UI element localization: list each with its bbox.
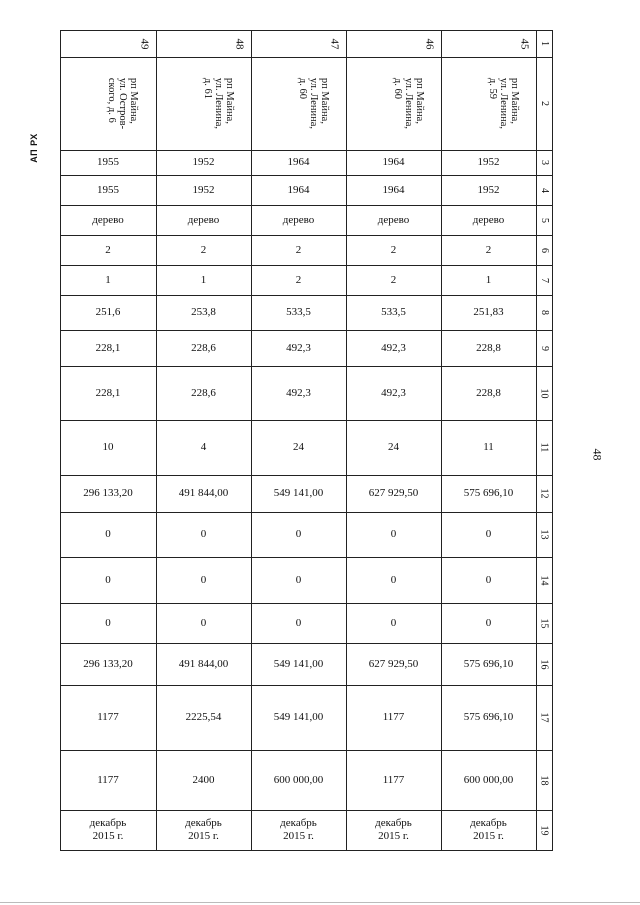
value-cell: 533,5 (286, 306, 311, 318)
column-number-cell (536, 366, 552, 420)
record-number-cell (346, 30, 441, 57)
column-number-text: 12 (538, 488, 550, 499)
column-number-cell (536, 603, 552, 643)
value-cell: 1952 (192, 156, 215, 168)
value-cell: 1177 (97, 711, 119, 723)
value-cell: 492,3 (286, 386, 311, 399)
address-cell (346, 57, 441, 150)
address-text: рп Майна, ул. Ленина, д. 60 (296, 77, 330, 130)
column-number-cell (536, 685, 552, 750)
record-number-text: 48 (233, 38, 246, 49)
column-number-text: 19 (538, 825, 550, 835)
value-cell: 492,3 (381, 341, 406, 354)
column-number-cell (536, 512, 552, 557)
value-cell: 251,83 (473, 306, 504, 318)
value-cell: 600 000,00 (273, 773, 324, 786)
value-cell: 1 (200, 273, 207, 286)
value-cell: 228,8 (476, 386, 501, 399)
value-cell: 492,3 (286, 341, 311, 354)
column-number-cell (536, 557, 552, 603)
address-cell (441, 57, 536, 150)
value-cell: 1964 (382, 156, 405, 168)
record-number-cell (251, 30, 346, 57)
column-number-cell (536, 750, 552, 810)
page-number-text: 48 (590, 448, 605, 460)
address-text: рп Майна, ул. Ленина, д. 60 (391, 77, 425, 130)
value-cell: 0 (295, 616, 302, 629)
value-cell: 0 (295, 573, 302, 586)
column-number-text: 13 (538, 529, 550, 540)
value-cell: 0 (485, 528, 492, 540)
value-cell: 296 133,20 (83, 487, 133, 499)
value-cell: дерево (472, 213, 505, 226)
column-number-text: 7 (538, 277, 550, 283)
value-cell: 2 (485, 243, 492, 256)
value-cell: 228,1 (95, 341, 121, 354)
value-cell: 549 141,00 (273, 657, 324, 670)
value-cell: 1952 (192, 183, 215, 196)
value-cell: 296 133,20 (83, 657, 133, 670)
value-cell: 10 (102, 441, 114, 453)
value-cell: 228,6 (191, 386, 216, 399)
value-cell: 575 696,10 (463, 487, 514, 499)
column-number-cell (536, 295, 552, 330)
value-cell: 0 (105, 573, 111, 586)
value-cell: дерево (92, 213, 124, 226)
column-number-cell (536, 420, 552, 475)
address-cell (156, 57, 251, 150)
value-cell: 533,5 (381, 306, 406, 318)
column-number-text: 9 (538, 345, 550, 351)
column-number-cell (536, 643, 552, 685)
value-cell: 1964 (287, 183, 310, 196)
value-cell: 0 (200, 616, 207, 629)
value-cell: 1955 (97, 183, 119, 196)
value-cell: 0 (390, 528, 397, 540)
value-cell: 228,8 (476, 341, 501, 354)
column-number-cell (536, 30, 552, 57)
address-cell (251, 57, 346, 150)
value-cell: 492,3 (381, 386, 406, 399)
record-number-cell (60, 30, 156, 57)
value-cell: 1 (105, 273, 111, 286)
column-number-cell (536, 150, 552, 175)
address-text: рп Майна, ул. Ленина, д. 59 (486, 77, 520, 130)
value-cell: 0 (200, 528, 207, 540)
value-cell: 491 844,00 (178, 657, 229, 670)
address-text: рп Майна, ул. Остров- ского, д. 6 (106, 77, 140, 130)
value-cell: дерево (282, 213, 315, 226)
value-cell: 1 (485, 273, 492, 286)
value-cell: 627 929,50 (368, 487, 419, 499)
value-cell: 0 (390, 573, 397, 586)
value-cell: дерево (377, 213, 410, 226)
value-cell: 627 929,50 (368, 657, 419, 670)
value-cell: 2 (200, 243, 207, 256)
column-number-text: 4 (538, 187, 550, 193)
table-vertical-rule (552, 30, 553, 851)
value-cell: 2 (295, 243, 302, 256)
value-cell: 24 (388, 441, 399, 453)
value-cell: 11 (483, 441, 494, 453)
value-cell: 0 (485, 573, 492, 586)
column-number-text: 6 (538, 247, 550, 253)
value-cell: 549 141,00 (273, 487, 324, 499)
value-cell: 549 141,00 (273, 711, 324, 723)
column-number-text: 15 (538, 618, 550, 628)
value-cell: декабрь 2015 г. (89, 817, 127, 842)
value-cell: 1177 (382, 711, 405, 723)
value-cell: 24 (293, 441, 304, 453)
column-number-text: 8 (538, 310, 550, 315)
value-cell: 0 (390, 616, 397, 629)
column-number-cell (536, 810, 552, 850)
archive-stamp-text: АП РХ (29, 133, 40, 163)
record-number-cell (441, 30, 536, 57)
value-cell: дерево (187, 213, 220, 226)
value-cell: 2 (390, 273, 397, 286)
value-cell: декабрь 2015 г. (280, 817, 317, 842)
address-text: рп Майна, ул. Ленина, д. 61 (201, 77, 235, 130)
value-cell: 1964 (287, 156, 310, 168)
value-cell: 2 (390, 243, 397, 256)
column-number-text: 18 (538, 775, 550, 785)
value-cell: 4 (200, 441, 207, 453)
column-number-cell (536, 265, 552, 295)
value-cell: 1952 (477, 183, 500, 196)
address-cell (60, 57, 156, 150)
column-number-text: 10 (538, 388, 550, 398)
value-cell: 1952 (477, 156, 500, 168)
record-number-text: 49 (138, 38, 151, 49)
value-cell: 0 (485, 616, 492, 629)
value-cell: 0 (105, 528, 111, 540)
value-cell: 251,6 (95, 306, 121, 318)
value-cell: декабрь 2015 г. (185, 817, 222, 842)
value-cell: 575 696,10 (463, 711, 514, 723)
column-number-text: 2 (538, 101, 550, 106)
column-number-cell (536, 205, 552, 235)
column-number-text: 5 (538, 217, 550, 223)
record-number-text: 45 (518, 38, 531, 49)
value-cell: декабрь 2015 г. (470, 817, 507, 842)
column-number-text: 3 (538, 160, 550, 165)
value-cell: 2 (295, 273, 302, 286)
record-number-text: 46 (423, 38, 436, 49)
record-number-text: 47 (328, 38, 341, 49)
value-cell: 2225,54 (185, 711, 222, 723)
value-cell: 0 (105, 616, 111, 629)
column-number-text: 17 (538, 712, 550, 723)
value-cell: 228,1 (95, 386, 121, 399)
column-number-cell (536, 57, 552, 150)
value-cell: 575 696,10 (463, 657, 514, 670)
value-cell: 1955 (97, 156, 119, 168)
value-cell: 0 (200, 573, 207, 586)
column-number-cell (536, 475, 552, 512)
value-cell: 1177 (97, 773, 119, 786)
record-number-cell (156, 30, 251, 57)
column-number-text: 16 (538, 659, 550, 669)
column-number-cell (536, 330, 552, 366)
value-cell: 1964 (382, 183, 405, 196)
value-cell: 600 000,00 (463, 773, 514, 786)
column-number-text: 11 (538, 442, 550, 453)
column-number-text: 1 (538, 41, 550, 46)
value-cell: 228,6 (191, 341, 216, 354)
value-cell: 1177 (382, 773, 405, 786)
column-number-cell (536, 175, 552, 205)
page-bottom-edge (0, 902, 640, 903)
value-cell: 0 (295, 528, 302, 540)
column-number-cell (536, 235, 552, 265)
value-cell: 253,8 (191, 306, 216, 318)
value-cell: декабрь 2015 г. (375, 817, 412, 842)
value-cell: 491 844,00 (178, 487, 229, 499)
table-horizontal-rule (60, 850, 553, 851)
value-cell: 2400 (192, 773, 215, 786)
column-number-text: 14 (538, 575, 550, 585)
value-cell: 2 (105, 243, 111, 256)
